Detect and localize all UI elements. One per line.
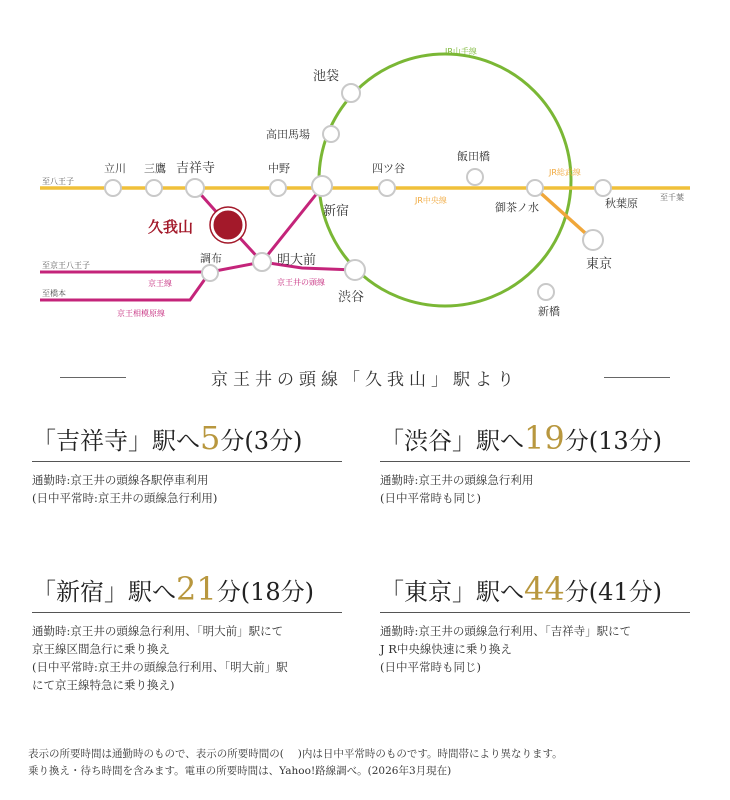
station-ikebukuro	[342, 84, 360, 102]
label-ikebukuro: 池袋	[313, 69, 340, 84]
station-kugayama-marker	[212, 209, 244, 241]
station-kichijoji	[186, 179, 204, 197]
label-nakano: 中野	[268, 162, 290, 175]
route-unit: 分	[564, 427, 589, 455]
station-iidabashi	[467, 169, 483, 185]
route-note-line: (日中平常時も同じ)	[380, 660, 481, 674]
footnote-line: 表示の所要時間は通勤時のもので、表示の所要時間の( )内は日中平常時のものです。時間帯により異なります。	[28, 748, 563, 760]
line-label-keio: 京王線	[148, 279, 172, 288]
route-destination: 「吉祥寺」駅へ	[32, 427, 200, 455]
route-card-shinjuku	[32, 571, 342, 694]
route-minutes: 19	[524, 419, 565, 457]
route-title	[380, 420, 690, 462]
footnote-line: 乗り換え・待ち時間を含みます。電車の所要時間は、Yahoo!路線調べ。(2026年3月現在)	[28, 765, 452, 777]
label-ochanomizu: 御茶ノ水	[495, 201, 539, 214]
label-tokyo: 東京	[586, 257, 613, 272]
station-nakano	[270, 180, 286, 196]
route-destination: 「新宿」駅へ	[32, 578, 176, 606]
station-tachikawa	[105, 180, 121, 196]
route-minutes: 21	[176, 570, 217, 608]
route-note-line: (日中平常時も同じ)	[380, 491, 481, 505]
headline-rule-right	[604, 377, 670, 378]
label-iidabashi: 飯田橋	[457, 150, 490, 163]
route-title	[32, 420, 342, 462]
chuo-line-to-tokyo	[535, 188, 593, 240]
route-note-line: 通勤時:京王井の頭線急行利用、「明大前」駅にて	[32, 624, 284, 638]
dest-keio-hachioji: 至京王八王子	[42, 261, 90, 270]
route-title	[32, 571, 342, 613]
label-shimbashi: 新橋	[538, 305, 560, 318]
station-yotsuya	[379, 180, 395, 196]
route-note-line: (日中平常時:京王井の頭線急行利用)	[32, 491, 218, 505]
dest-chiba: 至千葉	[660, 193, 684, 202]
station-tokyo	[583, 230, 603, 250]
station-shinjuku	[312, 176, 332, 196]
route-note-line: 通勤時:京王井の頭線急行利用、「吉祥寺」駅にて	[380, 624, 632, 638]
label-shibuya: 渋谷	[338, 290, 365, 305]
label-takadanobaba: 高田馬場	[266, 128, 310, 141]
line-label-chuo: JR中央線	[415, 196, 447, 205]
route-unit: 分	[220, 427, 245, 455]
label-tachikawa: 立川	[104, 162, 126, 175]
headline	[60, 367, 670, 390]
route-note-line: 通勤時:京王井の頭線各駅停車利用	[32, 473, 209, 487]
route-map	[0, 0, 730, 345]
station-akihabara	[595, 180, 611, 196]
route-note	[32, 622, 342, 694]
label-meidaimae: 明大前	[277, 253, 317, 268]
route-note	[32, 471, 342, 507]
headline-rule-left	[60, 377, 126, 378]
route-note-line: (日中平常時:京王井の頭線急行利用、「明大前」駅	[32, 660, 288, 674]
station-shibuya	[345, 260, 365, 280]
label-kugayama: 久我山	[148, 218, 194, 236]
route-note	[380, 622, 690, 676]
route-card-kichijoji	[32, 420, 342, 507]
route-destination: 「東京」駅へ	[380, 578, 524, 606]
line-label-inokashira: 京王井の頭線	[277, 278, 325, 287]
route-offpeak: (41分)	[588, 578, 662, 606]
station-takadanobaba	[323, 126, 339, 142]
line-label-sagamihara: 京王相模原線	[117, 309, 165, 318]
route-offpeak: (3分)	[244, 427, 303, 455]
line-label-yamanote: JR山手線	[445, 47, 477, 56]
dest-hashimoto: 至橋本	[42, 289, 66, 298]
route-minutes: 5	[200, 419, 221, 457]
station-shimbashi	[538, 284, 554, 300]
route-card-shibuya	[380, 420, 690, 507]
route-note-line: 京王線区間急行に乗り換え	[32, 642, 170, 656]
line-label-sobu: JR総武線	[549, 168, 581, 177]
route-note-line: 通勤時:京王井の頭線急行利用	[380, 473, 534, 487]
route-unit: 分	[216, 578, 241, 606]
route-note-line: にて京王線特急に乗り換え)	[32, 678, 175, 692]
route-destination: 「渋谷」駅へ	[380, 427, 524, 455]
route-minutes: 44	[524, 570, 565, 608]
route-offpeak: (13分)	[588, 427, 662, 455]
footnote	[28, 746, 563, 780]
station-chofu	[202, 265, 218, 281]
station-meidaimae	[253, 253, 271, 271]
headline-text: 京王井の頭線「久我山」駅より	[211, 369, 519, 390]
route-unit: 分	[564, 578, 589, 606]
label-shinjuku: 新宿	[323, 204, 350, 219]
route-title	[380, 571, 690, 613]
label-chofu: 調布	[200, 252, 222, 265]
route-note-line: J R中央線快速に乗り換え	[380, 642, 512, 656]
label-akihabara: 秋葉原	[605, 197, 638, 210]
label-kichijoji: 吉祥寺	[176, 161, 216, 176]
route-offpeak: (18分)	[240, 578, 314, 606]
label-yotsuya: 四ツ谷	[372, 162, 405, 175]
dest-hachioji: 至八王子	[42, 177, 74, 186]
route-card-tokyo	[380, 571, 690, 676]
route-note	[380, 471, 690, 507]
station-ochanomizu	[527, 180, 543, 196]
label-mitaka: 三鷹	[144, 162, 166, 175]
station-mitaka	[146, 180, 162, 196]
